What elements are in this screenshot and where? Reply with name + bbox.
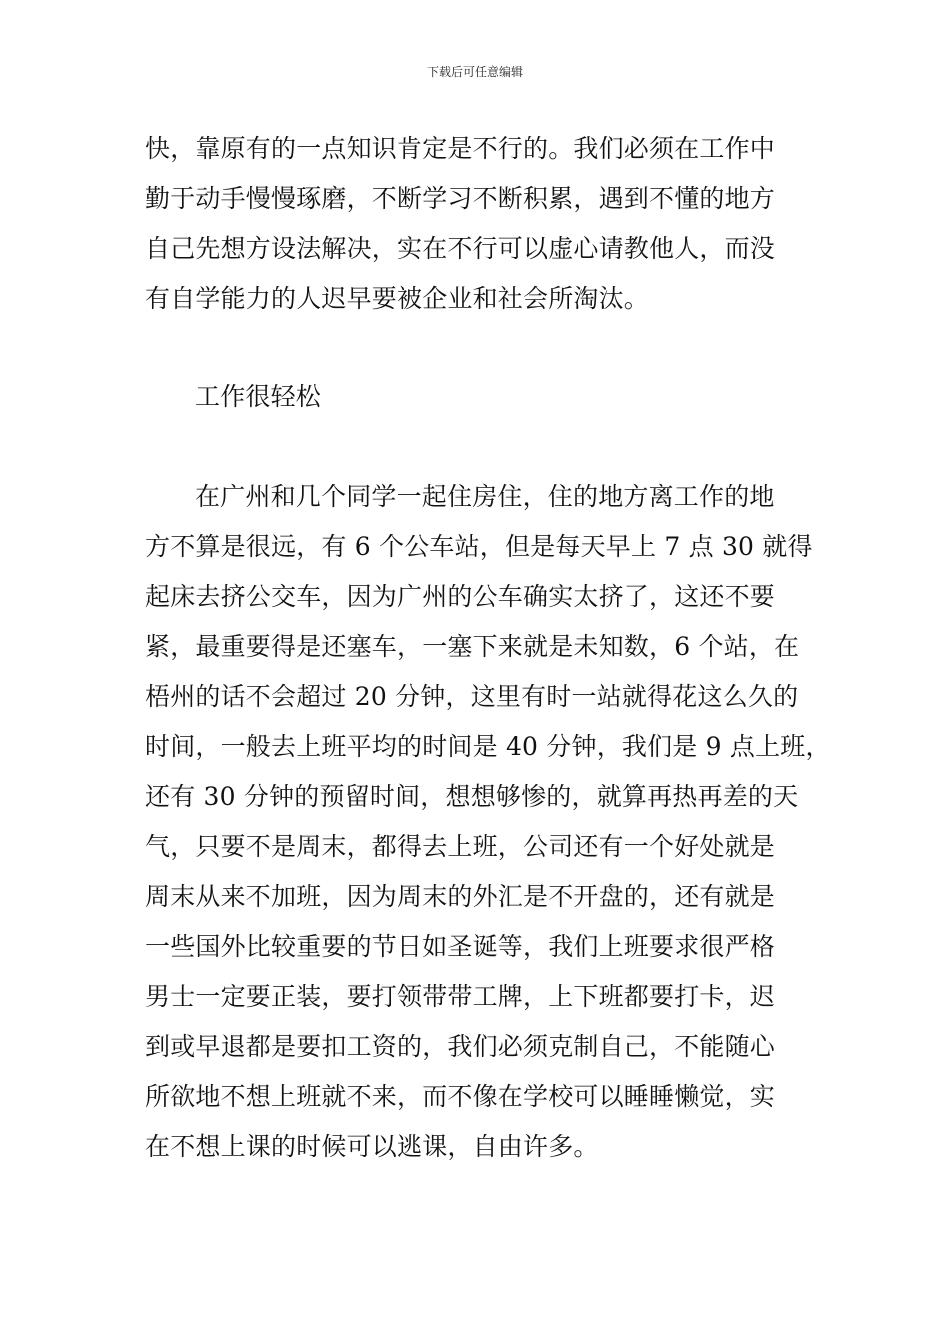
section-heading: 工作很轻松 <box>195 382 322 411</box>
paragraph-line: 有自学能力的人迟早要被企业和社会所淘汰。 <box>145 284 650 313</box>
paragraph-line: 所欲地不想上班就不来，而不像在学校可以睡睡懒觉，实 <box>145 1082 776 1111</box>
paragraph-line: 方不算是很远，有 6 个公车站，但是每天早上 7 点 30 就得 <box>145 532 813 561</box>
paragraph-line: 气，只要不是周末，都得去上班，公司还有一个好处就是 <box>145 832 776 861</box>
paragraph-line: 周末从来不加班，因为周末的外汇是不开盘的，还有就是 <box>145 882 776 911</box>
paragraph-line: 男士一定要正装，要打领带带工牌，上下班都要打卡，迟 <box>145 982 776 1011</box>
paragraph-line: 勤于动手慢慢琢磨，不断学习不断积累，遇到不懂的地方 <box>145 184 776 213</box>
paragraph-line: 到或早退都是要扣工资的，我们必须克制自己，不能随心 <box>145 1032 776 1061</box>
paragraph-line: 在不想上课的时候可以逃课，自由许多。 <box>145 1132 599 1161</box>
paragraph-line: 一些国外比较重要的节日如圣诞等，我们上班要求很严格 <box>145 932 776 961</box>
paragraph-line: 还有 30 分钟的预留时间，想想够惨的，就算再热再差的天 <box>145 782 799 811</box>
paragraph-line: 时间，一般去上班平均的时间是 40 分钟，我们是 9 点上班， <box>145 732 831 761</box>
paragraph-line: 起床去挤公交车，因为广州的公车确实太挤了，这还不要 <box>145 582 776 611</box>
paragraph-line: 梧州的话不会超过 20 分钟，这里有时一站就得花这么久的 <box>145 682 799 711</box>
paragraph-line: 紧，最重要得是还塞车，一塞下来就是未知数，6 个站，在 <box>145 632 800 661</box>
page-header: 下载后可任意编辑 <box>426 65 523 79</box>
paragraph-line: 快，靠原有的一点知识肯定是不行的。我们必须在工作中 <box>145 134 776 163</box>
paragraph-line: 自己先想方设法解决，实在不行可以虚心请教他人，而没 <box>145 234 776 263</box>
paragraph-line: 在广州和几个同学一起住房住，住的地方离工作的地 <box>195 482 775 511</box>
